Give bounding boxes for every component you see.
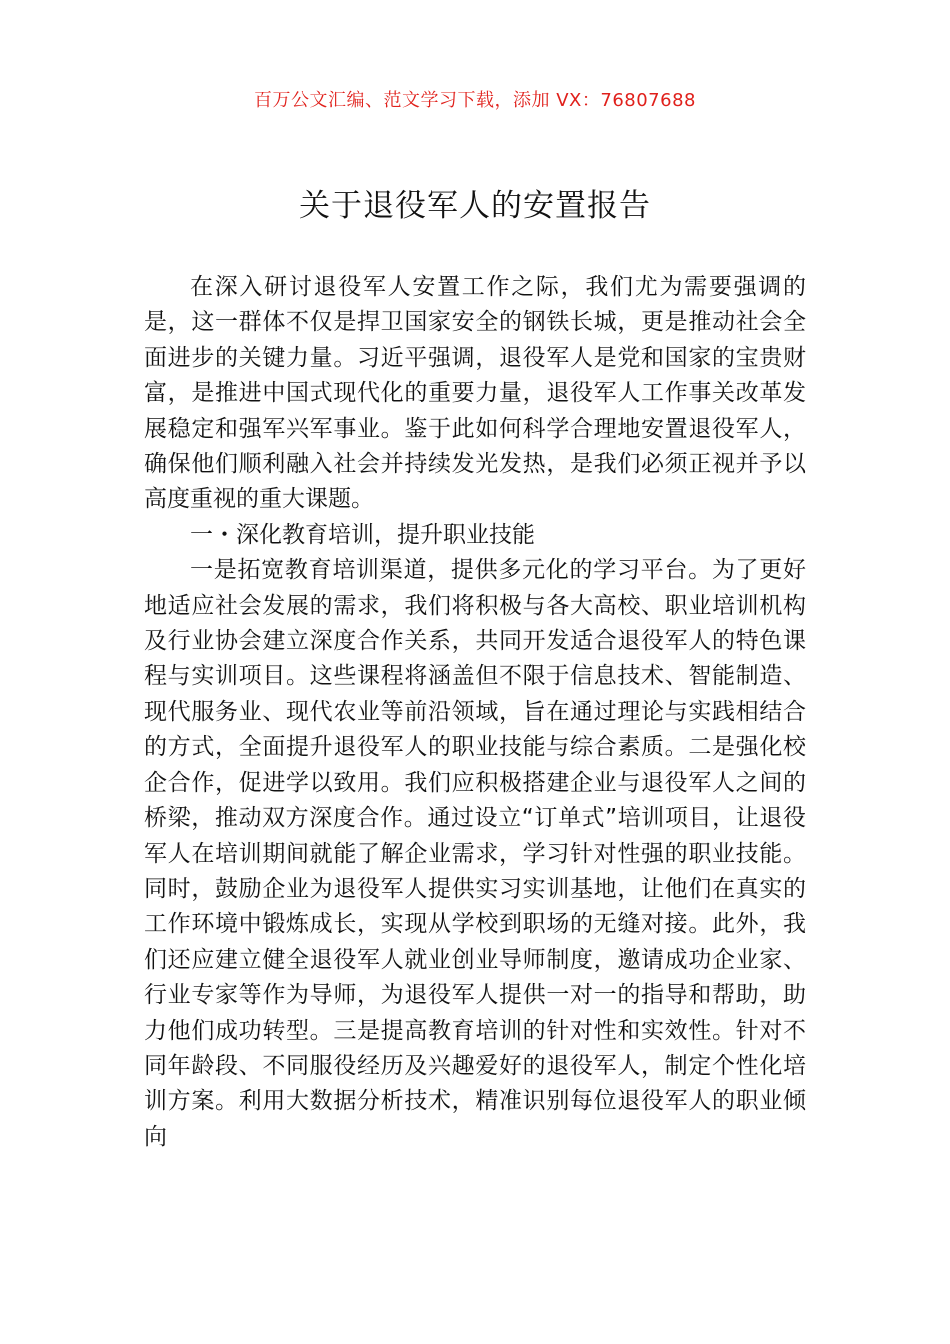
paragraph-section-1: 一是拓宽教育培训渠道，提供多元化的学习平台。为了更好地适应社会发展的需求，我们将积极与各大高校、职业培训机构及行业协会建立深度合作关系，共同开发适合退役军人的特色课程与实训项目。这些课程将涵盖但不限于信息技术、智能制造、现代服务业、现代农业等前沿领域，旨在通过理论与实践相结合的方式，全面提升退役军人的职业技能与综合素质。二是强化校企合作，促进学以致用。我们应积极搭建企业与退役军人之间的桥梁，推动双方深度合作。通过设立“订单式”培训项目，让退役军人在培训期间就能了解企业需求，学习针对性强的职业技能。同时，鼓励企业为退役军人提供实习实训基地，让他们在真实的工作环境中锻炼成长，实现从学校到职场的无缝对接。此外，我们还应建立健全退役军人就业创业导师制度，邀请成功企业家、行业专家等作为导师，为退役军人提供一对一的指导和帮助，助力他们成功转型。三是提高教育培训的针对性和实效性。针对不同年龄段、不同服役经历及兴趣爱好的退役军人，制定个性化培训方案。利用大数据分析技术，精准识别每位退役军人的职业倾向 [144, 557, 806, 1150]
document-body [144, 270, 806, 1155]
paragraph-intro: 在深入研讨退役军人安置工作之际，我们尤为需要强调的是，这一群体不仅是捍卫国家安全的钢铁长城，更是推动社会全面进步的关键力量。习近平强调，退役军人是党和国家的宝贵财富，是推进中国式现代化的重要力量，退役军人工作事关改革发展稳定和强军兴军事业。鉴于此如何科学合理地安置退役军人，确保他们顺利融入社会并持续发光发热，是我们必须正视并予以高度重视的重大课题。 [144, 274, 806, 513]
document-title: 关于退役军人的安置报告 [299, 188, 651, 224]
header-banner: 百万公文汇编、范文学习下载，添加 VX：76807688 [254, 90, 696, 111]
section-heading: 一・深化教育培训，提升职业技能 [190, 521, 535, 548]
